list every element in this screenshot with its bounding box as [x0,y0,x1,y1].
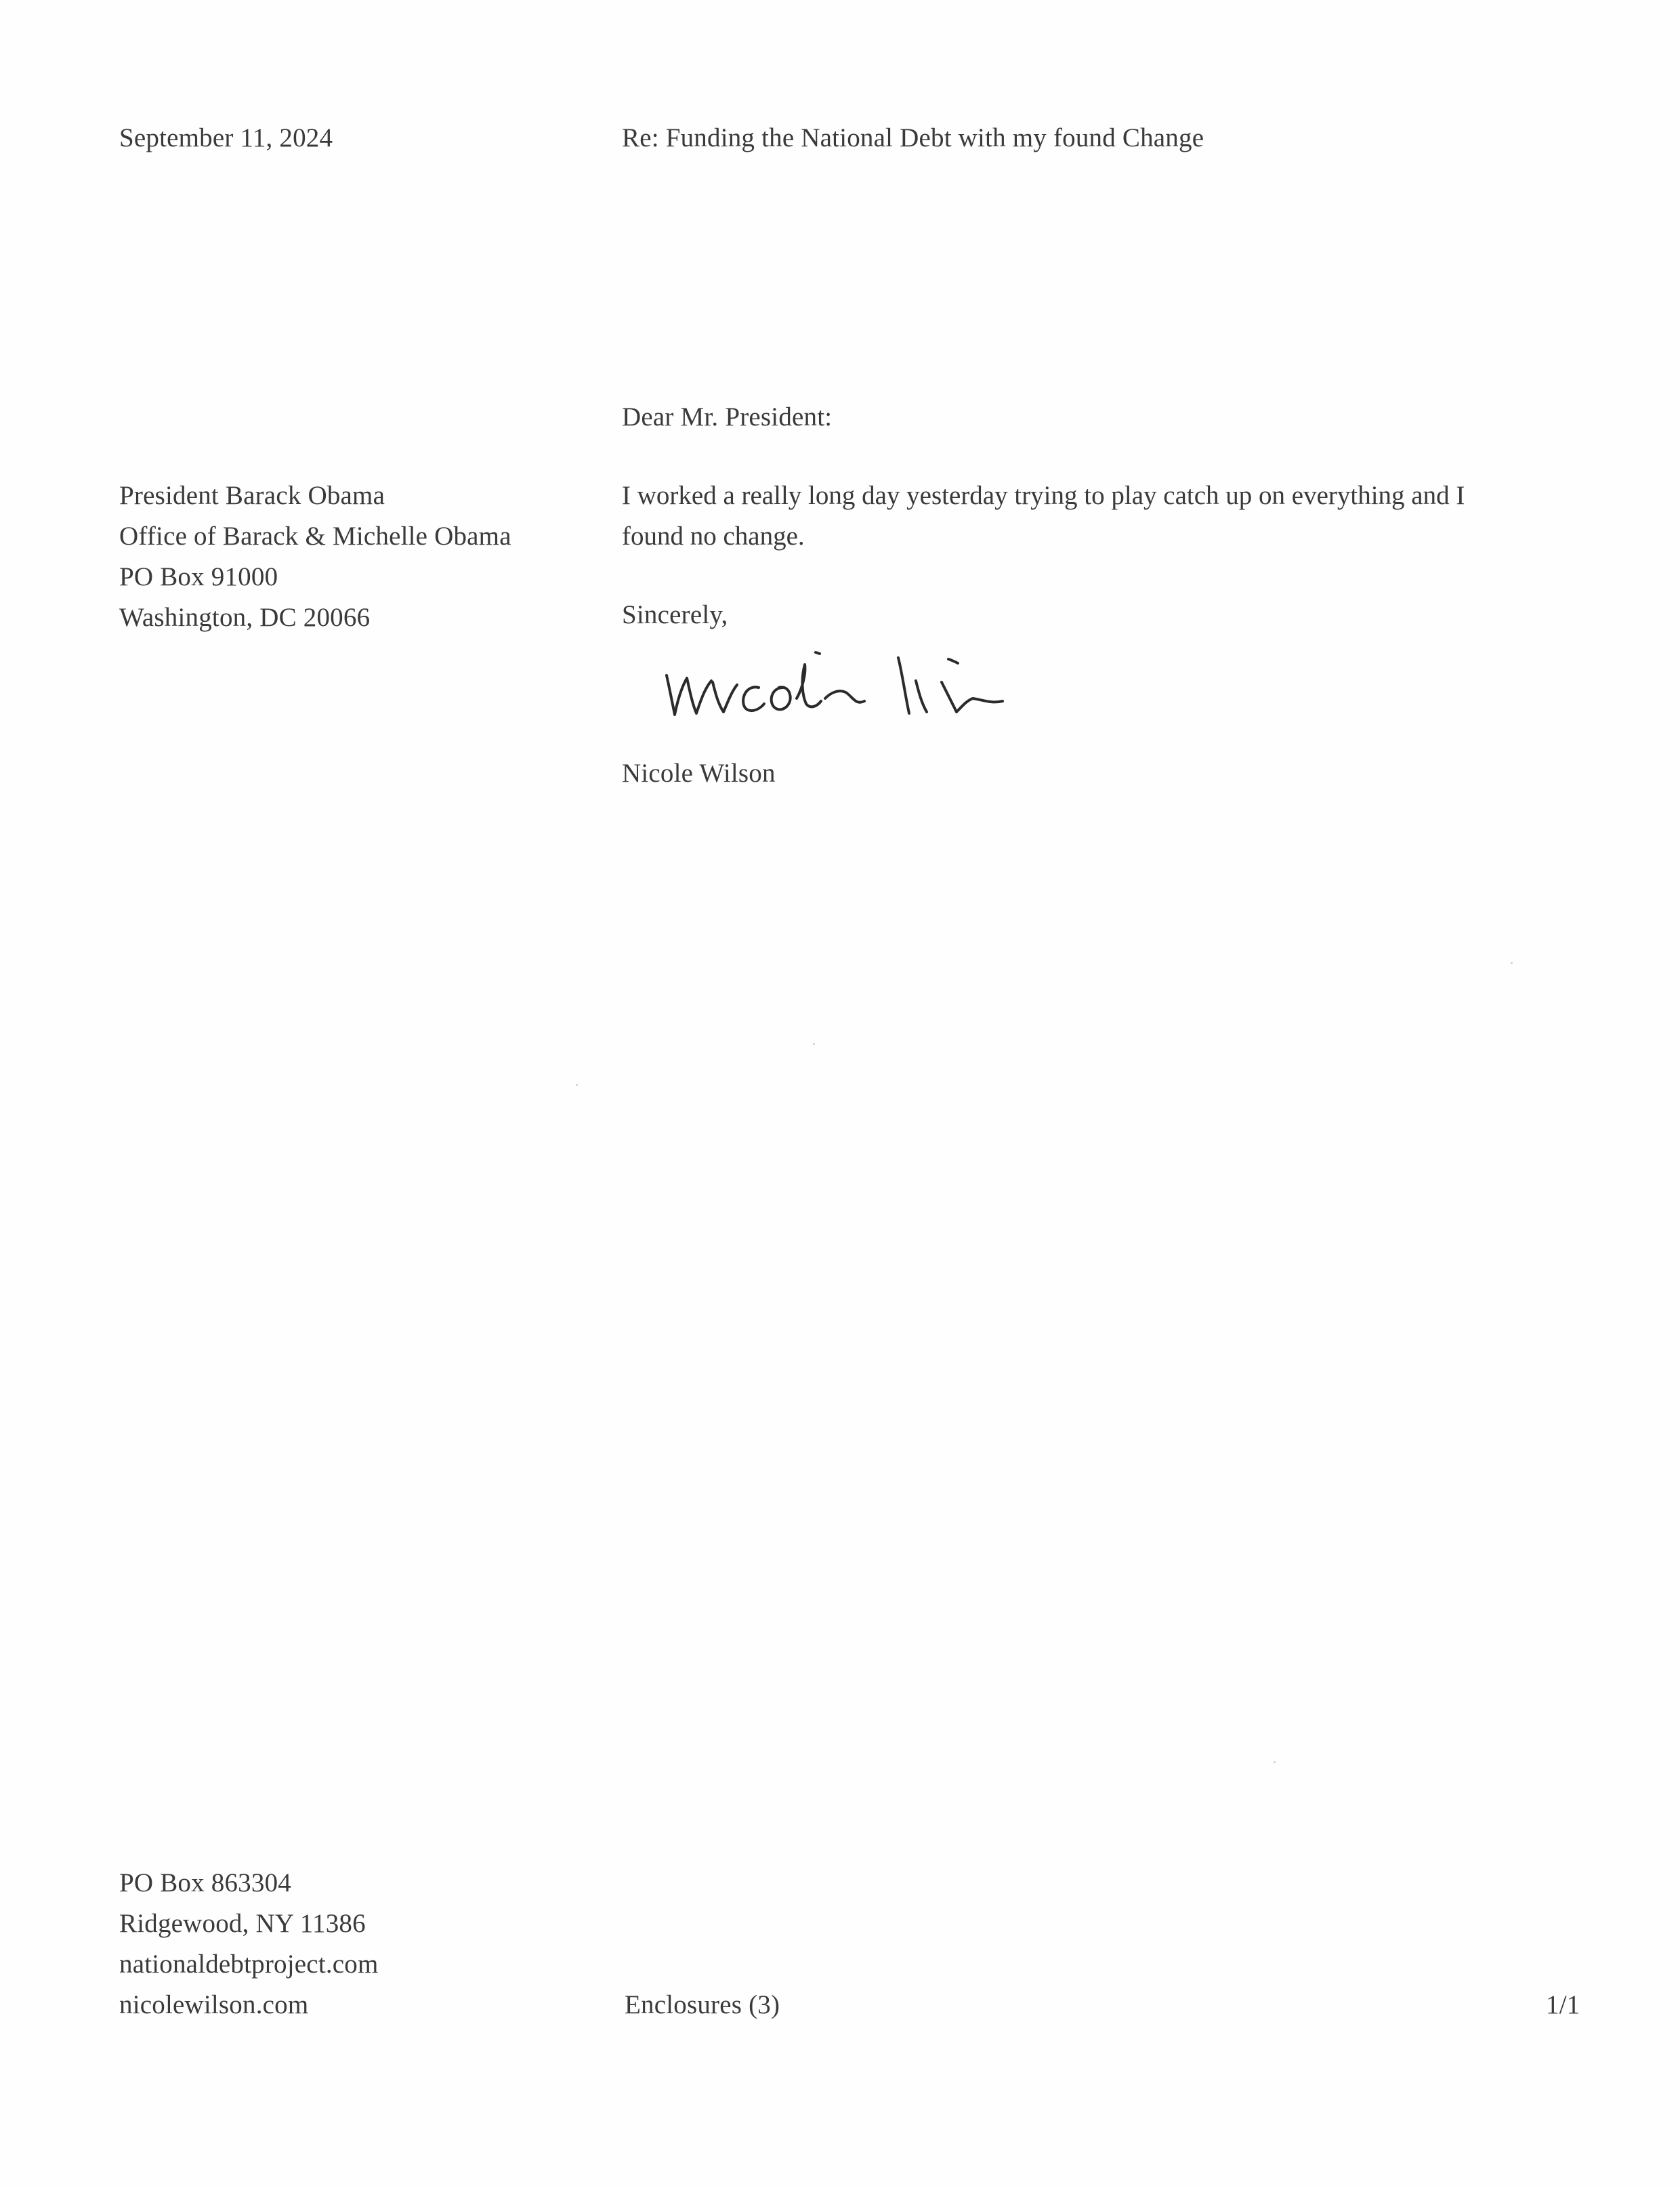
enclosures-note: Enclosures (3) [625,1990,780,2019]
letter-body: I worked a really long day yesterday trying to play catch up on everything and I found no change. [622,481,1465,551]
sender-website-2: nicolewilson.com [119,1990,309,2019]
scan-speck [1274,1761,1276,1763]
scan-speck [1511,962,1513,964]
scan-speck [813,1043,815,1045]
recipient-office: Office of Barack & Michelle Obama [119,522,511,551]
sender-po-box: PO Box 863304 [119,1868,291,1897]
letter-subject: Re: Funding the National Debt with my found Change [622,123,1204,152]
recipient-po-box: PO Box 91000 [119,562,278,591]
scan-speck [576,1084,578,1086]
handwritten-signature [657,633,1023,728]
signer-name: Nicole Wilson [622,759,776,788]
sender-address [119,1863,379,2025]
salutation: Dear Mr. President: [622,402,833,432]
page-number: 1/1 [1546,1990,1580,2019]
recipient-address [119,476,511,638]
letter-date: September 11, 2024 [119,123,333,152]
recipient-city: Washington, DC 20066 [119,603,371,632]
sender-city: Ridgewood, NY 11386 [119,1909,366,1938]
closing: Sincerely, [622,600,728,629]
sender-website-1: nationaldebtproject.com [119,1950,379,1979]
recipient-name: President Barack Obama [119,481,385,510]
